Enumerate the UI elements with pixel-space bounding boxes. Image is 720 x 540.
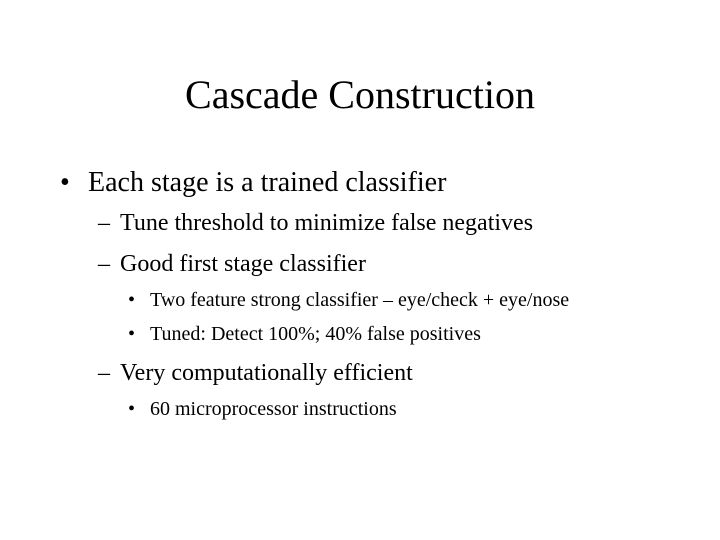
sub-bullet-text: Good first stage classifier — [120, 251, 366, 277]
sub-bullet-level2 — [98, 359, 413, 387]
bullet-marker: • — [128, 289, 136, 311]
sub-bullet-text: Tune threshold to minimize false negatives — [120, 210, 534, 236]
sub-bullet-text: Tuned: Detect 100%; 40% false positives — [150, 323, 481, 345]
sub-bullet-text: Very computationally efficient — [120, 360, 413, 386]
sub-bullet-level3 — [128, 288, 569, 312]
bullet-marker: • — [128, 398, 136, 420]
sub-bullet-level2 — [98, 250, 366, 278]
dash-marker: – — [98, 210, 110, 236]
bullet-marker: • — [60, 167, 70, 198]
sub-bullet-text: 60 microprocessor instructions — [150, 398, 397, 420]
dash-marker: – — [98, 360, 110, 386]
bullet-level1 — [60, 167, 446, 199]
sub-bullet-level3 — [128, 397, 397, 421]
sub-bullet-level3 — [128, 322, 481, 346]
bullet-text: Each stage is a trained classifier — [88, 167, 447, 198]
bullet-marker: • — [128, 323, 136, 345]
sub-bullet-level2 — [98, 209, 533, 237]
sub-bullet-text: Two feature strong classifier – eye/check + eye/nose — [150, 289, 570, 311]
dash-marker: – — [98, 251, 110, 277]
slide-title: Cascade Construction — [185, 72, 535, 117]
